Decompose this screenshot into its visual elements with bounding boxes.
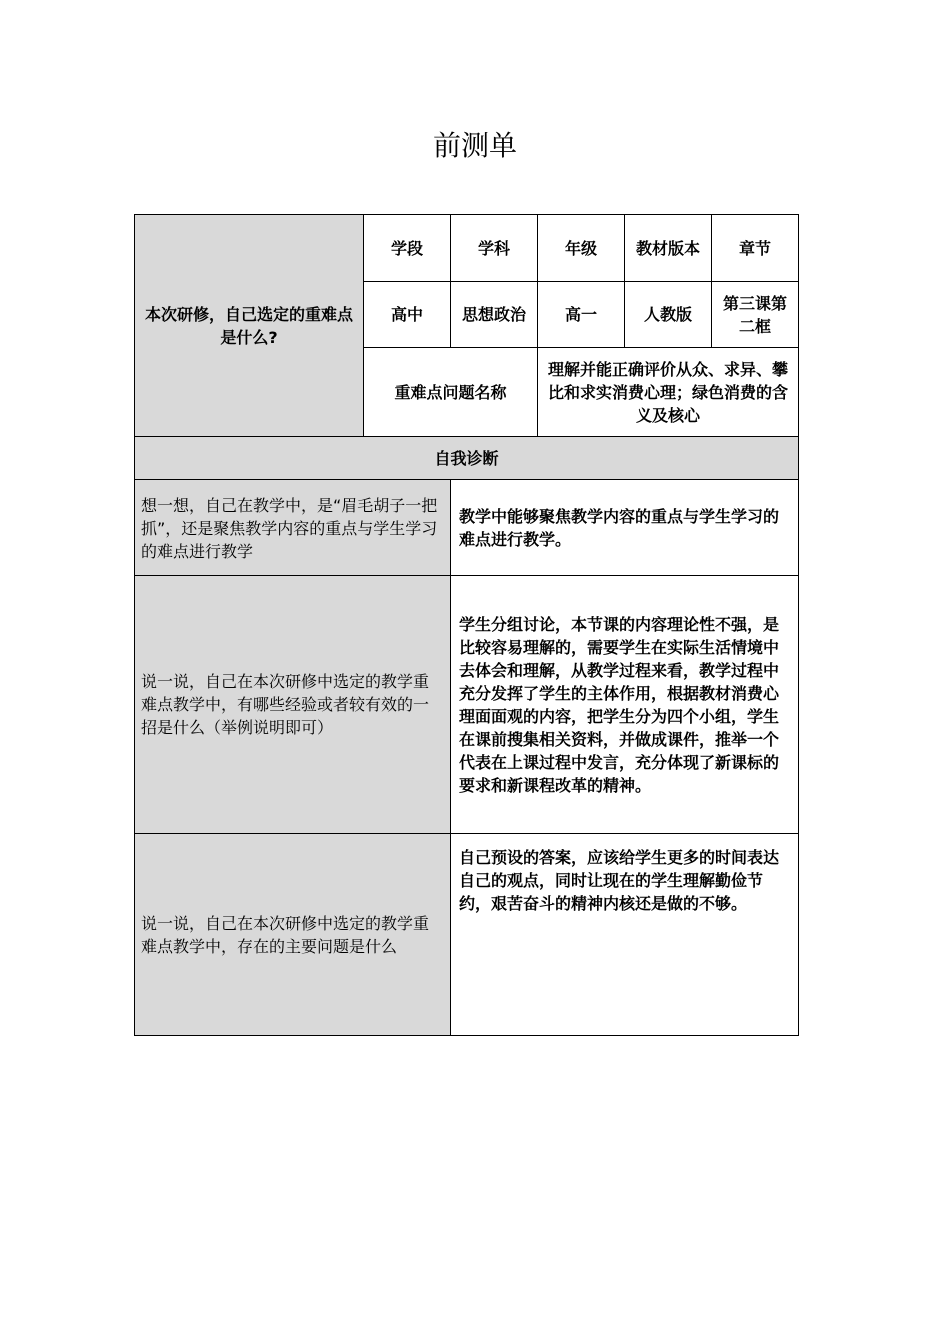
diagnosis-question-1: 想一想，自己在教学中，是“眉毛胡子一把抓”，还是聚焦教学内容的重点与学生学习的难点进行教学 bbox=[135, 480, 451, 576]
value-chapter: 第三课第二框 bbox=[712, 282, 799, 348]
value-subject: 思想政治 bbox=[451, 282, 538, 348]
value-textbook-edition: 人教版 bbox=[625, 282, 712, 348]
diagnosis-answer-3: 自己预设的答案，应该给学生更多的时间表达自己的观点，同时让现在的学生理解勤俭节约，艰苦奋斗的精神内核还是做的不够。 bbox=[451, 834, 799, 1036]
column-header-chapter: 章节 bbox=[712, 215, 799, 282]
topic-label: 重难点问题名称 bbox=[364, 348, 538, 437]
diagnosis-question-2: 说一说，自己在本次研修中选定的教学重难点教学中，有哪些经验或者较有效的一招是什么（举例说明即可） bbox=[135, 576, 451, 834]
topic-value: 理解并能正确评价从众、求异、攀比和求实消费心理；绿色消费的含义及核心 bbox=[538, 348, 799, 437]
value-grade: 高一 bbox=[538, 282, 625, 348]
selected-focus-question: 本次研修，自己选定的重难点是什么? bbox=[135, 215, 364, 437]
page-title: 前测单 bbox=[432, 129, 517, 162]
diagnosis-answer-2: 学生分组讨论，本节课的内容理论性不强，是比较容易理解的，需要学生在实际生活情境中去体会和理解，从教学过程来看，教学过程中充分发挥了学生的主体作用，根据教材消费心理面面观的内容，把学生分为四个小组，学生在课前搜集相关资料，并做成课件，推举一个代表在上课过程中发言，充分体现了新课标的要求和新课程改革的精神。 bbox=[451, 576, 799, 834]
value-stage: 高中 bbox=[364, 282, 451, 348]
diagnosis-answer-1: 教学中能够聚焦教学内容的重点与学生学习的难点进行教学。 bbox=[451, 480, 799, 576]
column-header-textbook-edition: 教材版本 bbox=[625, 215, 712, 282]
diagnosis-question-3: 说一说，自己在本次研修中选定的教学重难点教学中，存在的主要问题是什么 bbox=[135, 834, 451, 1036]
column-header-grade: 年级 bbox=[538, 215, 625, 282]
pretest-form-table bbox=[134, 214, 799, 1036]
column-header-stage: 学段 bbox=[364, 215, 451, 282]
section-title-self-diagnosis: 自我诊断 bbox=[135, 437, 799, 480]
column-header-subject: 学科 bbox=[451, 215, 538, 282]
